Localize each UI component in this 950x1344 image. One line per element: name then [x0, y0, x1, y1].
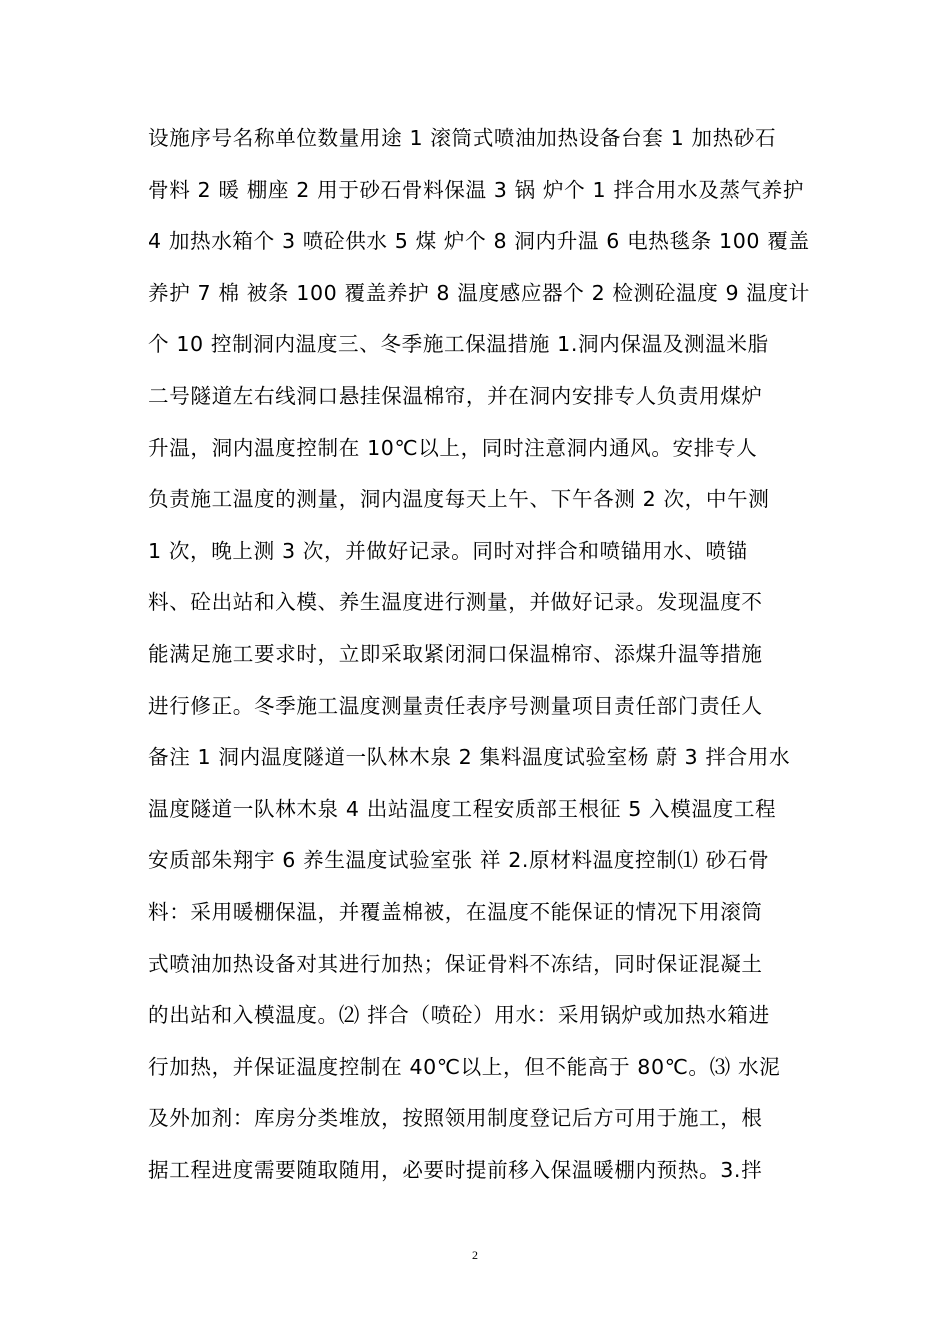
text-line: 据工程进度需要随取随用，必要时提前移入保温暖棚内预热。3.拌: [148, 1157, 763, 1182]
text-line: 骨料 2 暖 棚座 2 用于砂石骨料保温 3 锅 炉个 1 拌合用水及蒸气养护: [148, 177, 805, 202]
text-line: 料：采用暖棚保温，并覆盖棉被，在温度不能保证的情况下用滚筒: [148, 899, 763, 924]
body-text: [148, 119, 810, 1202]
text-line: 个 10 控制洞内温度三、冬季施工保温措施 1.洞内保温及测温米脂: [148, 332, 769, 357]
text-line: 行加热，并保证温度控制在 40℃以上，但不能高于 80℃。⑶ 水泥: [148, 1054, 781, 1079]
text-line: 1 次，晚上测 3 次，并做好记录。同时对拌合和喷锚用水、喷锚: [148, 538, 748, 563]
text-line: 养护 7 棉 被条 100 覆盖养护 8 温度感应器个 2 检测砼温度 9 温度计: [148, 280, 810, 305]
text-line: 4 加热水箱个 3 喷砼供水 5 煤 炉个 8 洞内升温 6 电热毯条 100 覆盖: [148, 229, 810, 254]
text-line: 负责施工温度的测量，洞内温度每天上午、下午各测 2 次，中午测: [148, 487, 770, 512]
text-line: 升温，洞内温度控制在 10℃以上，同时注意洞内通风。安排专人: [148, 435, 758, 460]
text-line: 式喷油加热设备对其进行加热；保证骨料不冻结，同时保证混凝土: [148, 951, 763, 976]
text-line: 安质部朱翔宇 6 养生温度试验室张 祥 2.原材料温度控制⑴ 砂石骨: [148, 848, 770, 873]
text-line: 能满足施工要求时，立即采取紧闭洞口保温棉帘、添煤升温等措施: [148, 641, 763, 666]
text-line: 的出站和入模温度。⑵ 拌合（喷砼）用水：采用锅炉或加热水箱进: [148, 1003, 770, 1028]
text-line: 备注 1 洞内温度隧道一队林木泉 2 集料温度试验室杨 蔚 3 拌合用水: [148, 745, 791, 770]
page-number: 2: [472, 1248, 478, 1262]
text-line: 料、砼出站和入模、养生温度进行测量，并做好记录。发现温度不: [148, 590, 763, 615]
text-line: 温度隧道一队林木泉 4 出站温度工程安质部王根征 5 入模温度工程: [148, 796, 777, 821]
text-line: 二号隧道左右线洞口悬挂保温棉帘，并在洞内安排专人负责用煤炉: [148, 383, 763, 408]
text-line: 及外加剂：库房分类堆放，按照领用制度登记后方可用于施工，根: [148, 1106, 763, 1131]
text-line: 进行修正。冬季施工温度测量责任表序号测量项目责任部门责任人: [148, 693, 763, 718]
text-line: 设施序号名称单位数量用途 1 滚筒式喷油加热设备台套 1 加热砂石: [148, 126, 777, 150]
